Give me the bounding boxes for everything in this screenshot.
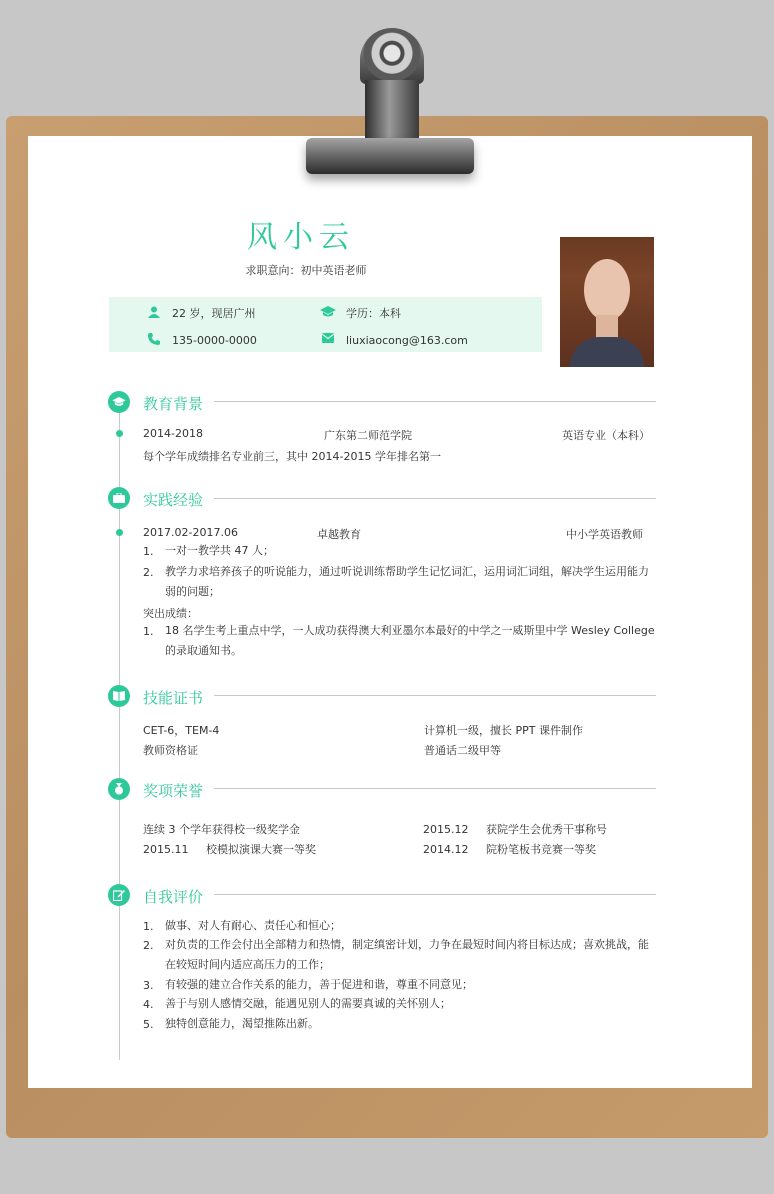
graduation-cap-icon [320, 306, 336, 320]
list-item-number: 2. [143, 566, 154, 579]
award-item: 2015.12 获院学生会优秀干事称号 [423, 823, 607, 836]
education-major: 英语专业（本科） [562, 429, 650, 442]
list-item-number: 1. [143, 545, 154, 558]
job-objective: 求职意向：初中英语老师 [245, 264, 367, 277]
practice-org: 卓越教育 [317, 528, 361, 541]
phone-icon [146, 333, 162, 347]
info-phone: 135-0000-0000 [146, 333, 257, 347]
timeline-dot [116, 430, 123, 437]
person-icon [146, 306, 162, 320]
skill-item: 普通话二级甲等 [424, 744, 501, 757]
section-rule [214, 498, 656, 499]
list-item: 善于与别人感情交融，能遇见别人的需要真诚的关怀别人； [165, 997, 451, 1010]
info-age: 22 岁，现居广州 [146, 305, 256, 321]
list-item: 教学力求培养孩子的听说能力，通过听说训练帮助学生记忆词汇，运用词汇词组，解决学生运用能力弱的问题； [165, 565, 649, 598]
candidate-name: 风小云 [247, 220, 355, 255]
binder-clip-neck [365, 80, 419, 140]
practice-role: 中小学英语教师 [566, 528, 643, 541]
profile-photo [560, 237, 654, 367]
skill-item: 教师资格证 [143, 744, 198, 757]
list-item: 对负责的工作会付出全部精力和热情，制定缜密计划，力争在最短时间内将目标达成；喜欢挑战，能在较短时间内适应高压力的工作； [165, 938, 649, 971]
list-item: 做事、对人有耐心、责任心和恒心； [165, 919, 341, 932]
list-item: 有较强的建立合作关系的能力，善于促进和谐，尊重不同意见； [165, 978, 473, 991]
list-item: 18 名学生考上重点中学，一人成功获得澳大利亚墨尔本最好的中学之一威斯里中学 Wesley College 的录取通知书。 [165, 624, 655, 657]
skill-item: CET-6，TEM-4 [143, 724, 220, 737]
section-rule [214, 894, 656, 895]
skill-item: 计算机一级，擅长 PPT 课件制作 [424, 724, 583, 737]
section-rule [214, 401, 656, 402]
award-item: 2014.12 院粉笔板书竞赛一等奖 [423, 843, 596, 856]
edit-icon [108, 884, 130, 906]
list-item-number: 1. [143, 625, 154, 638]
section-title-practice: 实践经验 [143, 491, 204, 509]
section-title-education: 教育背景 [143, 395, 204, 413]
award-item: 2015.11 校模拟演课大赛一等奖 [143, 843, 316, 856]
briefcase-icon [108, 487, 130, 509]
award-item: 连续 3 个学年获得校一级奖学金 [143, 823, 300, 836]
list-item-number: 2. [143, 939, 154, 952]
list-item-number: 5. [143, 1018, 154, 1031]
medal-icon [108, 778, 130, 800]
section-title-self: 自我评价 [143, 888, 204, 906]
binder-clip-ring [360, 28, 424, 84]
timeline-dot [116, 529, 123, 536]
list-item: 独特创意能力，渴望推陈出新。 [165, 1017, 319, 1030]
section-title-skills: 技能证书 [143, 689, 204, 707]
education-section-icon [108, 391, 130, 413]
list-item-number: 4. [143, 998, 154, 1011]
section-title-awards: 奖项荣誉 [143, 782, 204, 800]
section-rule [214, 788, 656, 789]
education-school: 广东第二师范学院 [324, 429, 412, 442]
list-item: 一对一教学共 47 人； [165, 544, 274, 557]
list-item-number: 1. [143, 920, 154, 933]
education-period: 2014-2018 [143, 427, 203, 440]
mail-icon [320, 333, 336, 347]
info-education: 学历：本科 [320, 305, 401, 321]
book-icon [108, 685, 130, 707]
section-rule [214, 695, 656, 696]
binder-clip-base [306, 138, 474, 174]
info-email: liuxiaocong@163.com [320, 333, 468, 347]
practice-period: 2017.02-2017.06 [143, 526, 238, 539]
list-item-number: 3. [143, 979, 154, 992]
education-desc: 每个学年成绩排名专业前三，其中 2014-2015 学年排名第一 [143, 450, 441, 463]
highlight-label: 突出成绩： [143, 607, 198, 620]
